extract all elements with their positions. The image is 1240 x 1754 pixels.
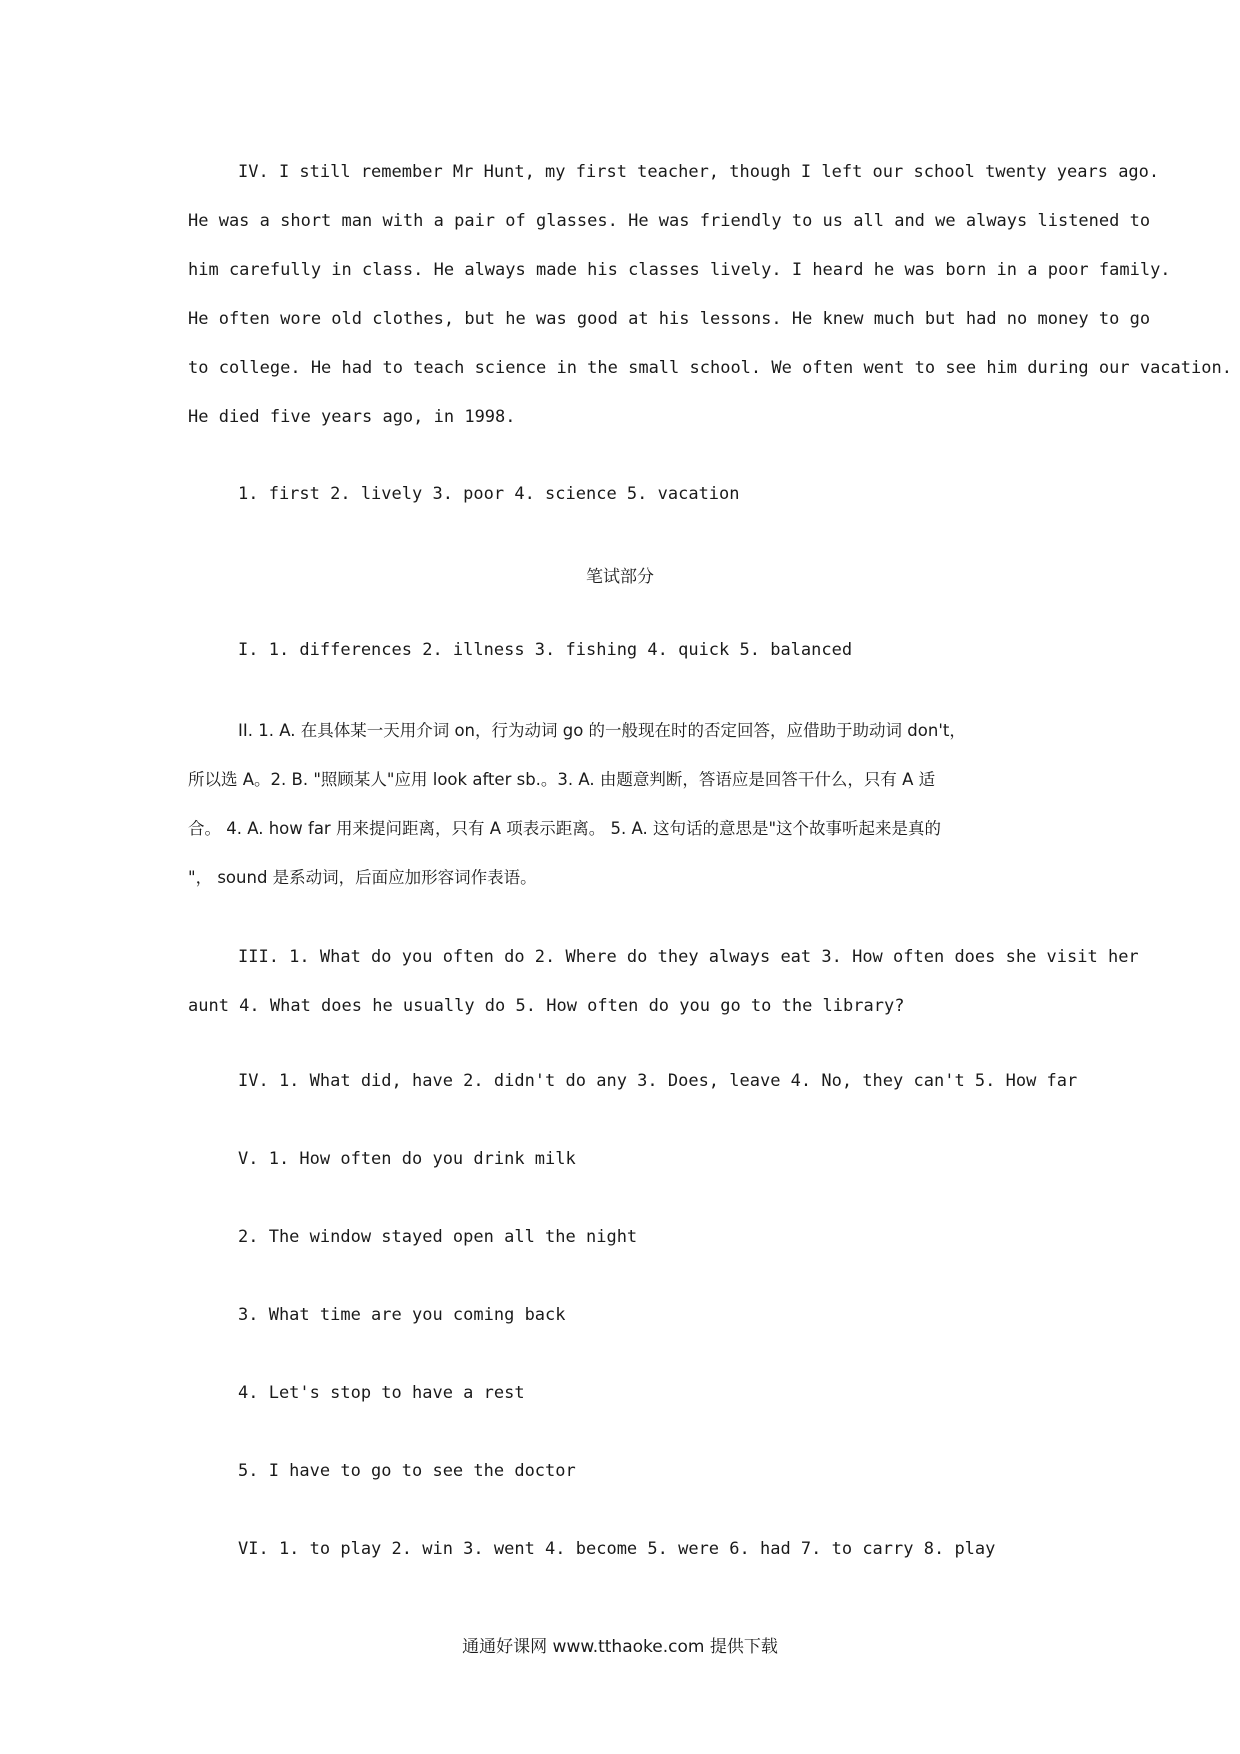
written-v-answer-4: 4. Let's stop to have a rest [238,1383,525,1403]
written-ii-explanation [188,706,1064,902]
written-iii-answers [188,933,1139,1031]
written-v-answer-3: 3. What time are you coming back [238,1305,566,1325]
listening-iv-answers: 1. first 2. lively 3. poor 4. science 5. vacation [238,484,740,504]
paragraph-line: He died five years ago, in 1998. [188,407,516,427]
paragraph-line: to college. He had to teach science in the small school. We often went to see him during our vacation. [188,358,1232,378]
written-v-answer-2: 2. The window stayed open all the night [238,1227,638,1247]
answer-line: aunt 4. What does he usually do 5. How often do you go to the library? [188,996,905,1016]
explanation-line: 合。 4. A. how far 用来提问距离，只有 A 项表示距离。 5. A. 这句话的意思是"这个故事听起来是真的 [188,819,942,838]
explanation-line: II. 1. A. 在具体某一天用介词 on，行为动词 go 的一般现在时的否定回答，应借助于助动词 don't， [238,721,966,740]
written-v-answer-5: 5. I have to go to see the doctor [238,1461,576,1481]
written-iv-answers: IV. 1. What did, have 2. didn't do any 3. Does, leave 4. No, they can't 5. How far [238,1071,1078,1091]
paragraph-line: IV. I still remember Mr Hunt, my first teacher, though I left our school twenty years ago. [238,162,1160,182]
listening-iv-paragraph [188,148,1232,442]
paragraph-line: He was a short man with a pair of glasses. He was friendly to us all and we always listened to [188,211,1151,231]
explanation-line: "， sound 是系动词，后面应加形容词作表语。 [188,868,537,887]
paragraph-line: him carefully in class. He always made his classes lively. I heard he was born in a poor family. [188,260,1171,280]
written-vi-answers: VI. 1. to play 2. win 3. went 4. become 5. were 6. had 7. to carry 8. play [238,1539,996,1559]
paragraph-line: He often wore old clothes, but he was good at his lessons. He knew much but had no money to go [188,309,1151,329]
written-v-answer-1: V. 1. How often do you drink milk [238,1149,576,1169]
written-i-answers: I. 1. differences 2. illness 3. fishing 4. quick 5. balanced [238,640,853,660]
section-title: 笔试部分 [586,567,654,587]
footer-download-note: 通通好课网 www.tthaoke.com 提供下载 [462,1637,778,1657]
answer-line: III. 1. What do you often do 2. Where do they always eat 3. How often does she visit her [238,947,1139,967]
explanation-line: 所以选 A。2. B. "照顾某人"应用 look after sb.。3. A. 由题意判断，答语应是回答干什么，只有 A 适 [188,770,936,789]
